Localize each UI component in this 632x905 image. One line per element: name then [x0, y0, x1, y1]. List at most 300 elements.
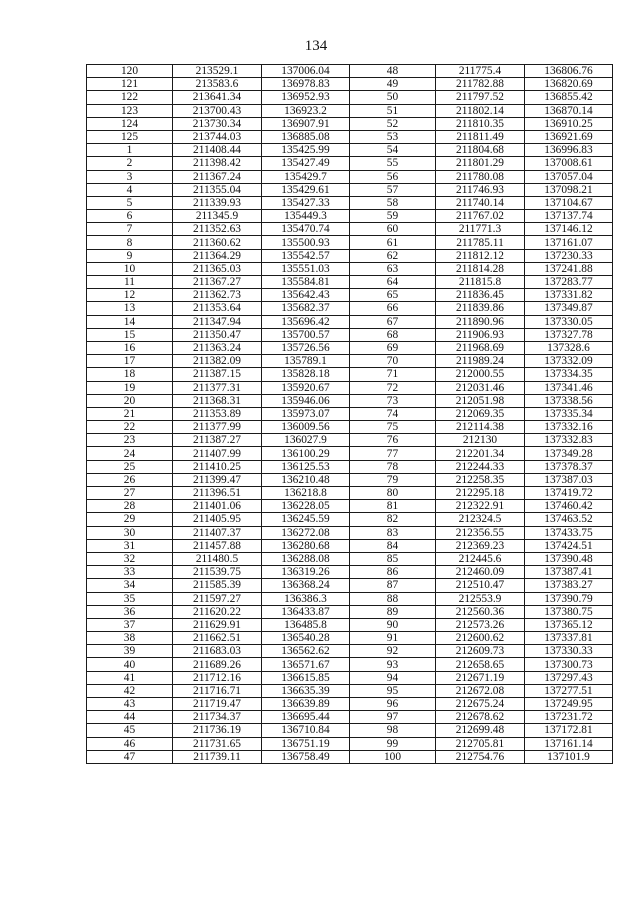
- y-coordinate-right-cell: 137383.27: [525, 579, 613, 592]
- point-number-right-cell: 68: [350, 328, 436, 341]
- x-coordinate-right-cell: 212000.55: [436, 368, 525, 381]
- x-coordinate-right-cell: 212600.62: [436, 632, 525, 645]
- x-coordinate-right-cell: 212051.98: [436, 394, 525, 407]
- y-coordinate-right-cell: 137387.41: [525, 566, 613, 579]
- x-coordinate-left-cell: 211352.63: [173, 223, 262, 236]
- y-coordinate-right-cell: 137008.61: [525, 157, 613, 170]
- table-row: [87, 223, 613, 236]
- table-row: [87, 210, 613, 223]
- x-coordinate-left-cell: 211367.27: [173, 276, 262, 289]
- point-number-left-cell: 26: [87, 473, 173, 486]
- table-row: [87, 539, 613, 552]
- x-coordinate-left-cell: 211662.51: [173, 632, 262, 645]
- x-coordinate-left-cell: 213730.34: [173, 117, 262, 130]
- x-coordinate-left-cell: 211363.24: [173, 341, 262, 354]
- x-coordinate-right-cell: 211785.11: [436, 236, 525, 249]
- y-coordinate-left-cell: 135700.57: [262, 328, 350, 341]
- y-coordinate-left-cell: 136540.28: [262, 632, 350, 645]
- point-number-left-cell: 23: [87, 434, 173, 447]
- y-coordinate-left-cell: 136272.08: [262, 526, 350, 539]
- table-row: [87, 117, 613, 130]
- point-number-right-cell: 80: [350, 487, 436, 500]
- table-row: [87, 526, 613, 539]
- x-coordinate-left-cell: 211339.93: [173, 196, 262, 209]
- y-coordinate-right-cell: 137390.79: [525, 592, 613, 605]
- point-number-left-cell: 39: [87, 645, 173, 658]
- x-coordinate-left-cell: 211734.37: [173, 711, 262, 724]
- point-number-right-cell: 54: [350, 144, 436, 157]
- point-number-right-cell: 49: [350, 78, 436, 91]
- y-coordinate-right-cell: 136855.42: [525, 91, 613, 104]
- x-coordinate-right-cell: 211811.49: [436, 130, 525, 143]
- y-coordinate-left-cell: 136923.2: [262, 104, 350, 117]
- table-row: [87, 368, 613, 381]
- point-number-right-cell: 99: [350, 737, 436, 750]
- x-coordinate-left-cell: 211731.65: [173, 737, 262, 750]
- x-coordinate-right-cell: 212201.34: [436, 447, 525, 460]
- y-coordinate-right-cell: 137378.37: [525, 460, 613, 473]
- y-coordinate-left-cell: 136027.9: [262, 434, 350, 447]
- table-row: [87, 579, 613, 592]
- y-coordinate-right-cell: 137331.82: [525, 289, 613, 302]
- x-coordinate-left-cell: 211407.99: [173, 447, 262, 460]
- point-number-right-cell: 84: [350, 539, 436, 552]
- x-coordinate-left-cell: 211353.64: [173, 302, 262, 315]
- point-number-left-cell: 12: [87, 289, 173, 302]
- x-coordinate-left-cell: 211539.75: [173, 566, 262, 579]
- y-coordinate-left-cell: 136885.08: [262, 130, 350, 143]
- y-coordinate-right-cell: 137387.03: [525, 473, 613, 486]
- table-row: [87, 658, 613, 671]
- x-coordinate-right-cell: 211740.14: [436, 196, 525, 209]
- table-row: [87, 130, 613, 143]
- x-coordinate-right-cell: 211801.29: [436, 157, 525, 170]
- point-number-left-cell: 46: [87, 737, 173, 750]
- y-coordinate-left-cell: 135726.56: [262, 341, 350, 354]
- point-number-left-cell: 2: [87, 157, 173, 170]
- table-row: [87, 407, 613, 420]
- x-coordinate-right-cell: 211797.52: [436, 91, 525, 104]
- x-coordinate-left-cell: 211345.9: [173, 210, 262, 223]
- point-number-right-cell: 77: [350, 447, 436, 460]
- y-coordinate-right-cell: 137101.9: [525, 750, 613, 763]
- x-coordinate-right-cell: 211968.69: [436, 341, 525, 354]
- point-number-left-cell: 125: [87, 130, 173, 143]
- y-coordinate-left-cell: 135470.74: [262, 223, 350, 236]
- table-row: [87, 302, 613, 315]
- x-coordinate-right-cell: 212369.23: [436, 539, 525, 552]
- point-number-right-cell: 50: [350, 91, 436, 104]
- x-coordinate-right-cell: 212130: [436, 434, 525, 447]
- point-number-left-cell: 22: [87, 421, 173, 434]
- x-coordinate-right-cell: 211989.24: [436, 355, 525, 368]
- x-coordinate-left-cell: 211396.51: [173, 487, 262, 500]
- x-coordinate-left-cell: 213583.6: [173, 78, 262, 91]
- point-number-right-cell: 83: [350, 526, 436, 539]
- point-number-right-cell: 88: [350, 592, 436, 605]
- x-coordinate-left-cell: 211716.71: [173, 684, 262, 697]
- y-coordinate-right-cell: 137098.21: [525, 183, 613, 196]
- point-number-left-cell: 3: [87, 170, 173, 183]
- x-coordinate-left-cell: 213641.34: [173, 91, 262, 104]
- point-number-left-cell: 1: [87, 144, 173, 157]
- x-coordinate-left-cell: 211365.03: [173, 262, 262, 275]
- x-coordinate-left-cell: 211382.09: [173, 355, 262, 368]
- x-coordinate-left-cell: 211408.44: [173, 144, 262, 157]
- y-coordinate-right-cell: 137300.73: [525, 658, 613, 671]
- x-coordinate-left-cell: 211480.5: [173, 552, 262, 565]
- table-row: [87, 328, 613, 341]
- table-row: [87, 78, 613, 91]
- point-number-right-cell: 90: [350, 618, 436, 631]
- y-coordinate-right-cell: 137460.42: [525, 500, 613, 513]
- y-coordinate-left-cell: 136228.05: [262, 500, 350, 513]
- x-coordinate-right-cell: 212031.46: [436, 381, 525, 394]
- y-coordinate-right-cell: 137334.35: [525, 368, 613, 381]
- table-row: [87, 632, 613, 645]
- table-row: [87, 618, 613, 631]
- point-number-right-cell: 78: [350, 460, 436, 473]
- y-coordinate-right-cell: 137172.81: [525, 724, 613, 737]
- y-coordinate-left-cell: 136280.68: [262, 539, 350, 552]
- table-row: [87, 341, 613, 354]
- point-number-left-cell: 11: [87, 276, 173, 289]
- point-number-right-cell: 89: [350, 605, 436, 618]
- y-coordinate-right-cell: 136870.14: [525, 104, 613, 117]
- point-number-left-cell: 122: [87, 91, 173, 104]
- point-number-left-cell: 27: [87, 487, 173, 500]
- x-coordinate-right-cell: 212322.91: [436, 500, 525, 513]
- y-coordinate-left-cell: 136695.44: [262, 711, 350, 724]
- y-coordinate-left-cell: 135642.43: [262, 289, 350, 302]
- x-coordinate-right-cell: 212671.19: [436, 671, 525, 684]
- x-coordinate-left-cell: 211689.26: [173, 658, 262, 671]
- x-coordinate-left-cell: 211377.99: [173, 421, 262, 434]
- point-number-left-cell: 10: [87, 262, 173, 275]
- y-coordinate-right-cell: 137341.46: [525, 381, 613, 394]
- table-row: [87, 394, 613, 407]
- point-number-right-cell: 56: [350, 170, 436, 183]
- point-number-right-cell: 53: [350, 130, 436, 143]
- table-row: [87, 249, 613, 262]
- y-coordinate-left-cell: 135584.81: [262, 276, 350, 289]
- y-coordinate-right-cell: 137161.07: [525, 236, 613, 249]
- table-row: [87, 500, 613, 513]
- y-coordinate-left-cell: 136485.8: [262, 618, 350, 631]
- y-coordinate-right-cell: 137424.51: [525, 539, 613, 552]
- x-coordinate-right-cell: 212754.76: [436, 750, 525, 763]
- y-coordinate-left-cell: 136952.93: [262, 91, 350, 104]
- y-coordinate-right-cell: 136910.25: [525, 117, 613, 130]
- x-coordinate-left-cell: 211350.47: [173, 328, 262, 341]
- x-coordinate-right-cell: 212658.65: [436, 658, 525, 671]
- table-row: [87, 671, 613, 684]
- table-row: [87, 605, 613, 618]
- point-number-right-cell: 62: [350, 249, 436, 262]
- point-number-left-cell: 28: [87, 500, 173, 513]
- table-row: [87, 236, 613, 249]
- y-coordinate-left-cell: 135920.67: [262, 381, 350, 394]
- point-number-left-cell: 5: [87, 196, 173, 209]
- point-number-right-cell: 55: [350, 157, 436, 170]
- y-coordinate-right-cell: 137146.12: [525, 223, 613, 236]
- y-coordinate-right-cell: 137241.88: [525, 262, 613, 275]
- x-coordinate-right-cell: 211780.08: [436, 170, 525, 183]
- table-row: [87, 592, 613, 605]
- table-row: [87, 487, 613, 500]
- point-number-left-cell: 35: [87, 592, 173, 605]
- x-coordinate-left-cell: 211736.19: [173, 724, 262, 737]
- x-coordinate-right-cell: 212258.35: [436, 473, 525, 486]
- table-row: [87, 711, 613, 724]
- point-number-right-cell: 86: [350, 566, 436, 579]
- y-coordinate-left-cell: 136635.39: [262, 684, 350, 697]
- table-row: [87, 421, 613, 434]
- x-coordinate-right-cell: 212560.36: [436, 605, 525, 618]
- table-row: [87, 262, 613, 275]
- point-number-left-cell: 38: [87, 632, 173, 645]
- x-coordinate-left-cell: 211367.24: [173, 170, 262, 183]
- y-coordinate-left-cell: 135500.93: [262, 236, 350, 249]
- y-coordinate-left-cell: 136562.62: [262, 645, 350, 658]
- point-number-left-cell: 37: [87, 618, 173, 631]
- point-number-left-cell: 25: [87, 460, 173, 473]
- x-coordinate-right-cell: 212244.33: [436, 460, 525, 473]
- point-number-left-cell: 124: [87, 117, 173, 130]
- table-row: [87, 381, 613, 394]
- table-row: [87, 157, 613, 170]
- point-number-right-cell: 60: [350, 223, 436, 236]
- x-coordinate-right-cell: 212445.6: [436, 552, 525, 565]
- coordinates-table-body: [87, 65, 613, 764]
- y-coordinate-left-cell: 136907.91: [262, 117, 350, 130]
- x-coordinate-right-cell: 211802.14: [436, 104, 525, 117]
- x-coordinate-right-cell: 211810.35: [436, 117, 525, 130]
- point-number-right-cell: 63: [350, 262, 436, 275]
- x-coordinate-left-cell: 211364.29: [173, 249, 262, 262]
- y-coordinate-right-cell: 136806.76: [525, 65, 613, 78]
- page-number: 134: [304, 38, 328, 54]
- y-coordinate-right-cell: 137297.43: [525, 671, 613, 684]
- point-number-left-cell: 31: [87, 539, 173, 552]
- table-row: [87, 566, 613, 579]
- table-row: [87, 104, 613, 117]
- y-coordinate-right-cell: 137161.14: [525, 737, 613, 750]
- point-number-left-cell: 18: [87, 368, 173, 381]
- y-coordinate-left-cell: 136386.3: [262, 592, 350, 605]
- y-coordinate-left-cell: 136218.8: [262, 487, 350, 500]
- y-coordinate-right-cell: 137463.52: [525, 513, 613, 526]
- point-number-left-cell: 21: [87, 407, 173, 420]
- y-coordinate-left-cell: 135427.33: [262, 196, 350, 209]
- y-coordinate-right-cell: 136921.69: [525, 130, 613, 143]
- point-number-right-cell: 75: [350, 421, 436, 434]
- y-coordinate-left-cell: 135946.06: [262, 394, 350, 407]
- x-coordinate-left-cell: 211362.73: [173, 289, 262, 302]
- y-coordinate-right-cell: 137390.48: [525, 552, 613, 565]
- table-row: [87, 750, 613, 763]
- x-coordinate-right-cell: 212672.08: [436, 684, 525, 697]
- point-number-right-cell: 87: [350, 579, 436, 592]
- x-coordinate-left-cell: 211353.89: [173, 407, 262, 420]
- y-coordinate-left-cell: 136125.53: [262, 460, 350, 473]
- point-number-right-cell: 66: [350, 302, 436, 315]
- x-coordinate-right-cell: 212705.81: [436, 737, 525, 750]
- y-coordinate-right-cell: 137283.77: [525, 276, 613, 289]
- point-number-left-cell: 120: [87, 65, 173, 78]
- y-coordinate-left-cell: 136368.24: [262, 579, 350, 592]
- y-coordinate-left-cell: 135828.18: [262, 368, 350, 381]
- x-coordinate-right-cell: 211746.93: [436, 183, 525, 196]
- point-number-right-cell: 85: [350, 552, 436, 565]
- x-coordinate-right-cell: 211782.88: [436, 78, 525, 91]
- point-number-right-cell: 74: [350, 407, 436, 420]
- x-coordinate-right-cell: 212553.9: [436, 592, 525, 605]
- x-coordinate-right-cell: 211836.45: [436, 289, 525, 302]
- point-number-right-cell: 93: [350, 658, 436, 671]
- point-number-right-cell: 76: [350, 434, 436, 447]
- y-coordinate-right-cell: 137104.67: [525, 196, 613, 209]
- y-coordinate-right-cell: 137365.12: [525, 618, 613, 631]
- point-number-right-cell: 57: [350, 183, 436, 196]
- point-number-right-cell: 59: [350, 210, 436, 223]
- point-number-right-cell: 48: [350, 65, 436, 78]
- x-coordinate-left-cell: 211620.22: [173, 605, 262, 618]
- x-coordinate-right-cell: 212114.38: [436, 421, 525, 434]
- table-row: [87, 724, 613, 737]
- x-coordinate-right-cell: 211906.93: [436, 328, 525, 341]
- point-number-right-cell: 81: [350, 500, 436, 513]
- table-row: [87, 276, 613, 289]
- y-coordinate-right-cell: 137349.28: [525, 447, 613, 460]
- point-number-left-cell: 4: [87, 183, 173, 196]
- x-coordinate-left-cell: 211387.15: [173, 368, 262, 381]
- y-coordinate-left-cell: 135696.42: [262, 315, 350, 328]
- x-coordinate-right-cell: 212678.62: [436, 711, 525, 724]
- point-number-left-cell: 45: [87, 724, 173, 737]
- point-number-right-cell: 96: [350, 698, 436, 711]
- point-number-left-cell: 43: [87, 698, 173, 711]
- y-coordinate-left-cell: 135682.37: [262, 302, 350, 315]
- y-coordinate-left-cell: 135429.7: [262, 170, 350, 183]
- y-coordinate-right-cell: 137327.78: [525, 328, 613, 341]
- point-number-right-cell: 97: [350, 711, 436, 724]
- y-coordinate-left-cell: 135427.49: [262, 157, 350, 170]
- x-coordinate-left-cell: 211399.47: [173, 473, 262, 486]
- x-coordinate-left-cell: 211585.39: [173, 579, 262, 592]
- table-row: [87, 552, 613, 565]
- point-number-left-cell: 20: [87, 394, 173, 407]
- table-row: [87, 460, 613, 473]
- x-coordinate-right-cell: 211812.12: [436, 249, 525, 262]
- point-number-left-cell: 14: [87, 315, 173, 328]
- point-number-left-cell: 15: [87, 328, 173, 341]
- y-coordinate-right-cell: 137419.72: [525, 487, 613, 500]
- x-coordinate-right-cell: 212675.24: [436, 698, 525, 711]
- table-row: [87, 434, 613, 447]
- y-coordinate-right-cell: 137380.75: [525, 605, 613, 618]
- point-number-right-cell: 52: [350, 117, 436, 130]
- point-number-right-cell: 73: [350, 394, 436, 407]
- point-number-left-cell: 34: [87, 579, 173, 592]
- point-number-right-cell: 67: [350, 315, 436, 328]
- y-coordinate-right-cell: 137057.04: [525, 170, 613, 183]
- point-number-right-cell: 79: [350, 473, 436, 486]
- x-coordinate-left-cell: 211360.62: [173, 236, 262, 249]
- x-coordinate-left-cell: 213744.03: [173, 130, 262, 143]
- y-coordinate-left-cell: 135542.57: [262, 249, 350, 262]
- x-coordinate-left-cell: 211410.25: [173, 460, 262, 473]
- point-number-right-cell: 94: [350, 671, 436, 684]
- x-coordinate-right-cell: 211775.4: [436, 65, 525, 78]
- point-number-left-cell: 41: [87, 671, 173, 684]
- point-number-right-cell: 65: [350, 289, 436, 302]
- coordinates-table: [86, 64, 613, 764]
- x-coordinate-right-cell: 211815.8: [436, 276, 525, 289]
- point-number-right-cell: 51: [350, 104, 436, 117]
- point-number-left-cell: 13: [87, 302, 173, 315]
- point-number-right-cell: 64: [350, 276, 436, 289]
- table-row: [87, 473, 613, 486]
- point-number-left-cell: 30: [87, 526, 173, 539]
- point-number-right-cell: 69: [350, 341, 436, 354]
- y-coordinate-left-cell: 136319.26: [262, 566, 350, 579]
- x-coordinate-right-cell: 212609.73: [436, 645, 525, 658]
- x-coordinate-left-cell: 211629.91: [173, 618, 262, 631]
- point-number-right-cell: 72: [350, 381, 436, 394]
- table-row: [87, 513, 613, 526]
- point-number-left-cell: 40: [87, 658, 173, 671]
- x-coordinate-left-cell: 211405.95: [173, 513, 262, 526]
- y-coordinate-left-cell: 135449.3: [262, 210, 350, 223]
- point-number-left-cell: 36: [87, 605, 173, 618]
- y-coordinate-left-cell: 137006.04: [262, 65, 350, 78]
- y-coordinate-right-cell: 137335.34: [525, 407, 613, 420]
- x-coordinate-right-cell: 211771.3: [436, 223, 525, 236]
- y-coordinate-left-cell: 136288.08: [262, 552, 350, 565]
- y-coordinate-left-cell: 135789.1: [262, 355, 350, 368]
- y-coordinate-right-cell: 137332.16: [525, 421, 613, 434]
- x-coordinate-right-cell: 211814.28: [436, 262, 525, 275]
- y-coordinate-right-cell: 137338.56: [525, 394, 613, 407]
- x-coordinate-left-cell: 211457.88: [173, 539, 262, 552]
- point-number-right-cell: 91: [350, 632, 436, 645]
- point-number-left-cell: 7: [87, 223, 173, 236]
- y-coordinate-right-cell: 137332.83: [525, 434, 613, 447]
- y-coordinate-right-cell: 137230.33: [525, 249, 613, 262]
- y-coordinate-left-cell: 136751.19: [262, 737, 350, 750]
- y-coordinate-right-cell: 137330.33: [525, 645, 613, 658]
- y-coordinate-left-cell: 136571.67: [262, 658, 350, 671]
- x-coordinate-left-cell: 211683.03: [173, 645, 262, 658]
- y-coordinate-right-cell: 137337.81: [525, 632, 613, 645]
- table-row: [87, 289, 613, 302]
- y-coordinate-right-cell: 137332.09: [525, 355, 613, 368]
- point-number-right-cell: 92: [350, 645, 436, 658]
- point-number-left-cell: 6: [87, 210, 173, 223]
- x-coordinate-left-cell: 211398.42: [173, 157, 262, 170]
- point-number-left-cell: 19: [87, 381, 173, 394]
- x-coordinate-left-cell: 211739.11: [173, 750, 262, 763]
- x-coordinate-left-cell: 211401.06: [173, 500, 262, 513]
- y-coordinate-left-cell: 135429.61: [262, 183, 350, 196]
- point-number-left-cell: 33: [87, 566, 173, 579]
- y-coordinate-right-cell: 137137.74: [525, 210, 613, 223]
- table-row: [87, 183, 613, 196]
- x-coordinate-left-cell: 213700.43: [173, 104, 262, 117]
- point-number-right-cell: 71: [350, 368, 436, 381]
- point-number-left-cell: 9: [87, 249, 173, 262]
